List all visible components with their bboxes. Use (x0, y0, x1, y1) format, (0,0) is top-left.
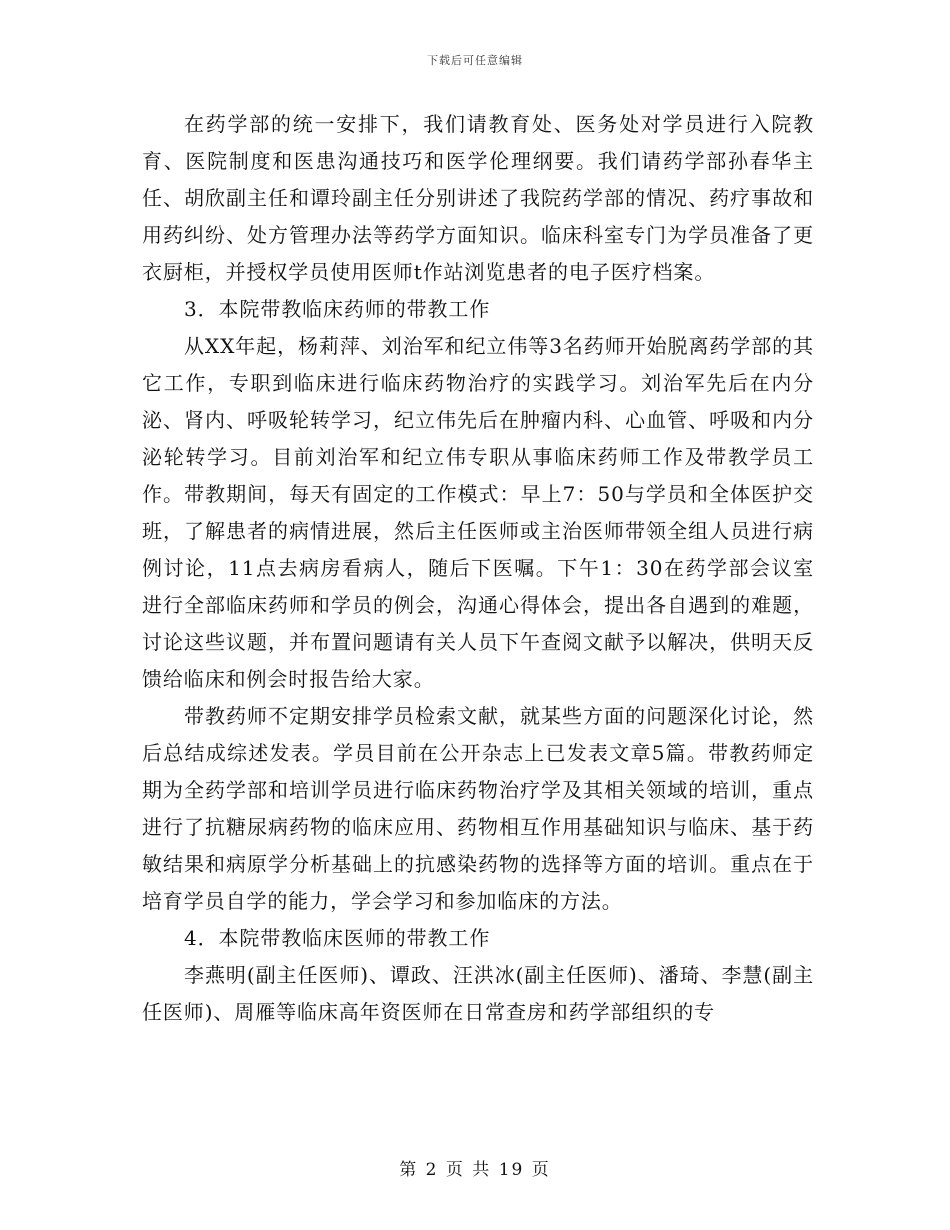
page-header-note: 下载后可任意编辑 (427, 54, 523, 67)
paragraph-orientation: 在药学部的统一安排下，我们请教育处、医务处对学员进行入院教育、医院制度和医患沟通技巧和医学伦理纲要。我们请药学部孙春华主任、胡欣副主任和谭玲副主任分别讲述了我院药学部的情况、药疗事故和用药纠纷、处方管理办法等药学方面知识。临床科室专门为学员准备了更衣厨柜，并授权学员使用医师t作站浏览患者的电子医疗档案。 (142, 112, 814, 284)
page-number-footer: 第 2 页 共 19 页 (399, 1160, 551, 1180)
section-heading-3: 3．本院带教临床药师的带教工作 (184, 297, 491, 321)
paragraph-literature-review: 带教药师不定期安排学员检索文献，就某些方面的问题深化讨论，然后总结成综述发表。学员目前在公开杂志上已发表文章5篇。带教药师定期为全药学部和培训学员进行临床药物治疗学及其相关领域的培训，重点进行了抗糖尿病药物的临床应用、药物相互作用基础知识与临床、基于药敏结果和病原学分析基础上的抗感染药物的选择等方面的培训。重点在于培育学员自学的能力，学会学习和参加临床的方法。 (142, 704, 814, 913)
document-body (142, 106, 814, 1031)
paragraph-pharmacist-teaching: 从XX年起，杨莉萍、刘治军和纪立伟等3名药师开始脱离药学部的其它工作，专职到临床进行临床药物治疗的实践学习。刘治军先后在内分泌、肾内、呼吸轮转学习，纪立伟先后在肿瘤内科、心血管、呼吸和内分泌轮转学习。目前刘治军和纪立伟专职从事临床药师工作及带教学员工作。带教期间，每天有固定的工作模式：早上7：50与学员和全体医护交班，了解患者的病情进展，然后主任医师或主治医师带领全组人员进行病例讨论，11点去病房看病人，随后下医嘱。下午1：30在药学部会议室进行全部临床药师和学员的例会，沟通心得体会，提出各自遇到的难题，讨论这些议题，并布置问题请有关人员下午查阅文献予以解决，供明天反馈给临床和例会时报告给大家。 (142, 334, 814, 691)
paragraph-physician-teaching: 李燕明(副主任医师)、谭政、汪洪冰(副主任医师)、潘琦、李慧(副主任医师)、周雁等临床高年资医师在日常查房和药学部组织的专 (142, 963, 814, 1024)
section-heading-4: 4．本院带教临床医师的带教工作 (184, 926, 491, 950)
